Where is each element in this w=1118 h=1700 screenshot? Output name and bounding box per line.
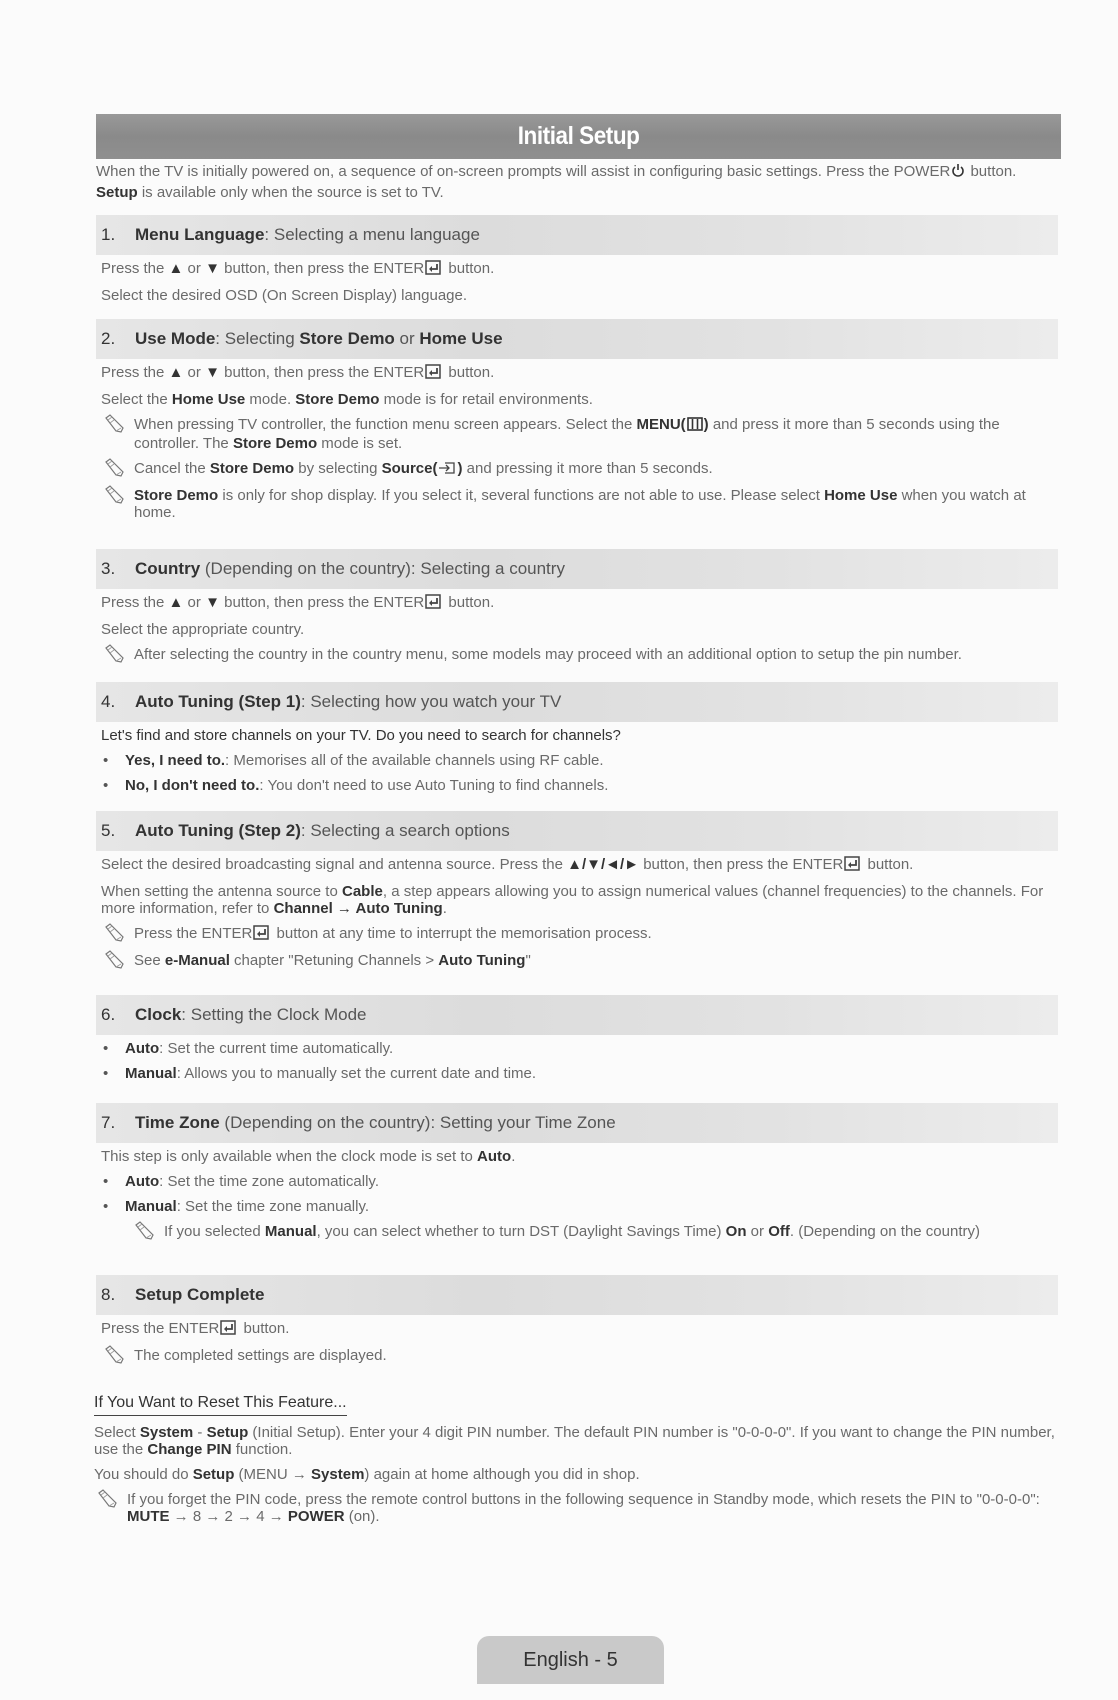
text: Press the: [101, 364, 169, 381]
source-icon: [438, 461, 456, 479]
reset-section: [94, 1394, 1059, 1533]
text: Press the: [101, 594, 169, 611]
enter-icon: [220, 1320, 238, 1339]
step-header: [96, 1103, 1058, 1143]
bold-text: Home Use: [171, 391, 246, 408]
text: POWER: [893, 163, 951, 180]
bold-text: Setup: [192, 1466, 235, 1483]
text: (MENU →: [234, 1466, 312, 1483]
text: (on).: [344, 1508, 380, 1525]
text: chapter "Retuning Channels >: [229, 952, 439, 969]
text: : Setting the Clock Mode: [181, 1005, 367, 1024]
note-pencil-icon: [103, 414, 127, 438]
note-pencil-icon: [133, 1221, 157, 1245]
text: is only for shop display. If you select it, several functions are not able to use. Please select: [218, 487, 825, 504]
text: If you selected: [164, 1223, 265, 1240]
text: Press the ENTER: [101, 1320, 220, 1337]
text: The completed settings are displayed.: [134, 1347, 387, 1364]
text: This step is only available when the clock mode is set to: [101, 1148, 478, 1165]
bold-text: Manual: [125, 1065, 177, 1082]
paragraph: [101, 1148, 1058, 1165]
bold-text: ▲: [168, 260, 184, 277]
text: : Selecting a search options: [300, 821, 510, 840]
bold-text: Auto: [125, 1173, 160, 1190]
text: : You don't need to use Auto Tuning to find channels.: [259, 777, 609, 794]
text: (Depending on the country): Selecting a country: [200, 559, 565, 578]
step-body: [96, 851, 1058, 969]
step-header: [96, 682, 1058, 722]
step-body: [96, 722, 1058, 794]
step-title: [135, 329, 503, 349]
text: If you forget the PIN code, press the remote control buttons in the following sequence in Standby mode, which resets the PIN to "0-0-0-0":: [127, 1491, 1040, 1508]
text: mode is set.: [317, 435, 403, 452]
step-body: [96, 359, 1058, 521]
text: ) again at home although you did in shop.: [364, 1466, 640, 1483]
bold-text: Time Zone: [135, 1113, 220, 1132]
paragraph: [101, 594, 1058, 613]
note-pencil-icon: [103, 644, 127, 668]
text: You should do: [94, 1466, 193, 1483]
text: mode is for retail environments.: [379, 391, 593, 408]
note: [101, 1347, 1058, 1364]
step-header: [96, 811, 1058, 851]
bullet-item: [101, 752, 1058, 769]
setup-step-7: [96, 1103, 1058, 1248]
step-header: [96, 995, 1058, 1035]
text: Press the ENTER: [134, 925, 253, 942]
text: When setting the antenna source to: [101, 883, 342, 900]
bold-text: Source(: [381, 460, 438, 477]
step-header: [96, 1275, 1058, 1315]
bold-text: Auto: [477, 1148, 512, 1165]
paragraph: [101, 883, 1058, 917]
bold-text: Channel → Auto Tuning: [273, 900, 443, 917]
note: [101, 925, 1058, 944]
text: Press the: [101, 260, 169, 277]
text: or: [183, 364, 206, 381]
text: (Initial Setup). Enter your 4 digit PIN number. The default PIN number is "0-0-0-0". If you want to change the PIN number, use the: [94, 1424, 1055, 1458]
step-body: [96, 1143, 1058, 1240]
enter-icon: [253, 925, 271, 944]
note: [101, 1223, 1058, 1240]
setup-step-6: [96, 995, 1058, 1090]
paragraph: [101, 621, 1058, 638]
bold-text: Home Use: [824, 487, 898, 504]
text: , a step appears allowing you to assign numerical values (channel frequencies) to the channels. For more information, refer to: [101, 883, 1044, 917]
power-icon: [951, 163, 965, 183]
text: (Depending on the country): Setting your Time Zone: [219, 1113, 616, 1132]
text: Select the: [101, 391, 172, 408]
bold-text: No, I don't need to.: [125, 777, 260, 794]
bold-text: Store Demo: [134, 487, 219, 504]
text: : Set the time zone automatically.: [159, 1173, 379, 1190]
paragraph: [101, 364, 1058, 383]
note-pencil-icon: [103, 458, 127, 482]
step-number: 2.: [101, 329, 116, 348]
note-pencil-icon: [103, 950, 127, 974]
bullet-item: [101, 1065, 1058, 1082]
bold-text: Setup Complete: [135, 1285, 265, 1304]
note: [101, 952, 1058, 969]
paragraph: [101, 1320, 1058, 1339]
bold-text: Store Demo: [232, 435, 318, 452]
text: → 8 → 2 → 4 →: [169, 1508, 288, 1525]
text: button.: [444, 364, 495, 381]
intro-paragraph: [96, 162, 1056, 202]
text: button, then press the ENTER: [219, 594, 425, 611]
text: Select: [94, 1424, 140, 1441]
step-title: [135, 225, 480, 245]
text: When pressing TV controller, the function menu screen appears. Select the: [134, 416, 637, 433]
text: button.: [444, 260, 495, 277]
enter-icon: [844, 856, 862, 875]
step-number: 5.: [101, 821, 116, 840]
paragraph: [101, 856, 1058, 875]
bold-text: Cable: [342, 883, 383, 900]
bold-text: Store Demo: [295, 391, 380, 408]
text: ": [525, 952, 531, 969]
page-title: Initial Setup: [517, 122, 640, 150]
text: : Selecting: [215, 329, 300, 348]
step-number: 6.: [101, 1005, 116, 1024]
step-body: [96, 589, 1058, 663]
text: or: [183, 260, 206, 277]
setup-step-8: [96, 1275, 1058, 1372]
step-number: 7.: [101, 1113, 116, 1132]
bold-text: POWER: [287, 1508, 345, 1525]
bullet-item: [101, 1198, 1058, 1215]
bold-text: MUTE: [127, 1508, 170, 1525]
paragraph: [94, 1424, 1059, 1458]
text: Select the desired OSD (On Screen Display) language.: [101, 287, 468, 304]
step-title: [135, 1005, 367, 1025]
bold-text: ▼: [205, 260, 220, 277]
text: button.: [966, 163, 1017, 180]
bold-text: ▼: [205, 594, 220, 611]
note-pencil-icon: [103, 485, 127, 509]
text: Select the appropriate country.: [101, 621, 305, 638]
paragraph: [101, 260, 1058, 279]
setup-step-1: [96, 215, 1058, 312]
note: [101, 460, 1058, 479]
text: : Set the time zone manually.: [176, 1198, 370, 1215]
text: : Set the current time automatically.: [159, 1040, 394, 1057]
bold-text: System: [311, 1466, 365, 1483]
text: .: [511, 1148, 516, 1165]
bold-text: Setup: [96, 184, 138, 201]
bold-text: System: [139, 1424, 194, 1441]
enter-icon: [425, 364, 443, 383]
note: [101, 646, 1058, 663]
bold-text: Menu Language: [135, 225, 265, 244]
text: See: [134, 952, 165, 969]
step-title: [135, 559, 565, 579]
text: , you can select whether to turn DST (Daylight Savings Time): [316, 1223, 726, 1240]
bold-text: ▼: [205, 364, 220, 381]
text: by selecting: [294, 460, 382, 477]
text: button, then press the ENTER: [639, 856, 844, 873]
step-header: [96, 549, 1058, 589]
bold-text: ▲: [168, 364, 184, 381]
text: button.: [444, 594, 495, 611]
question-text: [101, 727, 1058, 744]
bold-text: Auto: [125, 1040, 160, 1057]
text: Let's find and store channels on your TV. Do you need to search for channels?: [101, 727, 621, 744]
step-title: [135, 692, 561, 712]
bold-text: Auto Tuning: [438, 952, 526, 969]
bold-text: On: [725, 1223, 747, 1240]
text: is available only when the source is set to TV.: [137, 184, 444, 201]
text: function.: [231, 1441, 293, 1458]
bold-text: ): [457, 460, 463, 477]
text: After selecting the country in the country menu, some models may proceed with an additional option to setup the pin number.: [134, 646, 962, 663]
step-body: [96, 255, 1058, 304]
page-number: English - 5: [477, 1636, 664, 1684]
text: : Selecting how you watch your TV: [300, 692, 562, 711]
reset-heading: If You Want to Reset This Feature...: [94, 1394, 347, 1416]
bold-text: Change PIN: [147, 1441, 232, 1458]
note-pencil-icon: [103, 1345, 127, 1369]
text: button, then press the ENTER: [219, 260, 425, 277]
text: Cancel the: [134, 460, 210, 477]
bold-text: Off: [768, 1223, 790, 1240]
bold-text: Use Mode: [135, 329, 216, 348]
note: [94, 1491, 1059, 1525]
text: button at any time to interrupt the memorisation process.: [272, 925, 652, 942]
bold-text: MENU(: [636, 416, 686, 433]
text: mode.: [245, 391, 296, 408]
text: or: [394, 329, 420, 348]
step-title: [135, 821, 510, 841]
bold-text: Auto Tuning (Step 2): [135, 821, 301, 840]
step-number: 1.: [101, 225, 116, 244]
bold-text: ): [703, 416, 709, 433]
step-number: 8.: [101, 1285, 116, 1304]
bullet-item: [101, 777, 1058, 794]
step-header: [96, 319, 1058, 359]
bold-text: Store Demo: [299, 329, 395, 348]
bold-text: Clock: [135, 1005, 182, 1024]
bold-text: ▲/▼/◄/►: [567, 856, 640, 873]
enter-icon: [425, 260, 443, 279]
step-title: [135, 1113, 616, 1133]
bold-text: Yes, I need to.: [125, 752, 226, 769]
setup-step-2: [96, 319, 1058, 529]
bold-text: Country: [135, 559, 201, 578]
bold-text: Setup: [206, 1424, 249, 1441]
text: and press it more than 5 seconds using the controller. The: [134, 416, 1000, 452]
text: or: [746, 1223, 769, 1240]
bold-text: Home Use: [419, 329, 503, 348]
bullet-item: [101, 1173, 1058, 1190]
text: .: [442, 900, 447, 917]
step-body: [96, 1315, 1058, 1364]
text: : Allows you to manually set the current date and time.: [176, 1065, 537, 1082]
setup-step-3: [96, 549, 1058, 671]
bold-text: Manual: [264, 1223, 317, 1240]
menu-icon: [687, 417, 703, 435]
step-body: [96, 1035, 1058, 1082]
bold-text: ▲: [168, 594, 184, 611]
step-number: 4.: [101, 692, 116, 711]
step-header: [96, 215, 1058, 255]
text: Select the desired broadcasting signal and antenna source. Press the: [101, 856, 568, 873]
text: and pressing it more than 5 seconds.: [462, 460, 713, 477]
step-title: [135, 1285, 264, 1305]
step-number: 3.: [101, 559, 116, 578]
setup-step-4: [96, 682, 1058, 802]
setup-step-5: [96, 811, 1058, 977]
text: when you watch at home.: [134, 487, 1026, 521]
title-banner: [96, 114, 1061, 159]
text: button.: [863, 856, 914, 873]
text: . (Depending on the country): [789, 1223, 980, 1240]
bold-text: Store Demo: [209, 460, 295, 477]
note: [101, 416, 1058, 452]
enter-icon: [425, 594, 443, 613]
paragraph: [101, 391, 1058, 408]
note-pencil-icon: [103, 923, 127, 947]
bold-text: Manual: [125, 1198, 177, 1215]
text: : Memorises all of the available channels using RF cable.: [225, 752, 604, 769]
text: or: [183, 594, 206, 611]
text: When the TV is initially powered on, a sequence of on-screen prompts will assist in configuring basic settings. Press the: [96, 163, 894, 180]
bold-text: Auto Tuning (Step 1): [135, 692, 301, 711]
text: : Selecting a menu language: [264, 225, 480, 244]
note-pencil-icon: [96, 1489, 120, 1513]
paragraph: [94, 1466, 1059, 1483]
bold-text: e-Manual: [164, 952, 230, 969]
note: [101, 487, 1058, 521]
text: button.: [239, 1320, 290, 1337]
text: -: [193, 1424, 207, 1441]
paragraph: [101, 287, 1058, 304]
bullet-item: [101, 1040, 1058, 1057]
text: button, then press the ENTER: [219, 364, 425, 381]
